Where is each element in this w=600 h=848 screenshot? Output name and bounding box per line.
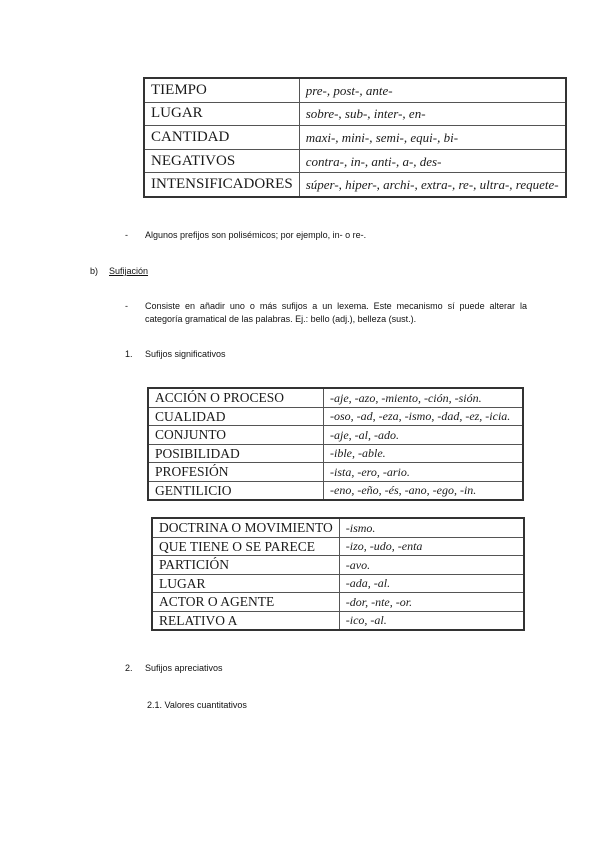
table-cell-category: DOCTRINA O MOVIMIENTO — [152, 518, 339, 537]
bullet-text-line1: Consiste en añadir uno o más sufijos a un lexema. Este mecanismo sí puede alterar la — [145, 301, 527, 311]
table-cell-category: CANTIDAD — [144, 126, 299, 150]
table-cell-category: TIEMPO — [144, 78, 299, 102]
prefix-table — [143, 77, 567, 198]
table-cell-category: ACTOR O AGENTE — [152, 593, 339, 612]
suffix-table-b — [151, 517, 525, 631]
table-cell-category: RELATIVO A — [152, 611, 339, 630]
section-title: Sufijación — [109, 266, 149, 276]
table-row — [152, 574, 524, 593]
table-row — [152, 611, 524, 630]
list-item-heading: Sufijos apreciativos — [145, 663, 223, 673]
table-cell-value: pre-, post-, ante- — [299, 78, 565, 102]
list-number: 1. — [125, 349, 133, 359]
table-row — [148, 388, 523, 407]
table-row — [144, 78, 566, 102]
table-cell-category: PROFESIÓN — [148, 463, 324, 482]
table-row — [148, 407, 523, 426]
table-cell-category: CONJUNTO — [148, 426, 324, 445]
table-row — [148, 463, 523, 482]
bullet-marker: - — [125, 301, 128, 311]
section-marker: b) — [90, 266, 99, 276]
table-cell-category: LUGAR — [144, 102, 299, 126]
bullet-text: Algunos prefijos son polisémicos; por ejemplo, in- o re-. — [145, 230, 367, 240]
table-cell-value: -avo. — [339, 556, 524, 575]
subsection-heading: 2.1. Valores cuantitativos — [147, 700, 247, 710]
table-cell-value: súper-, hiper-, archi-, extra-, re-, ultra-, requete- — [299, 173, 565, 197]
table-row — [152, 556, 524, 575]
table-cell-value: -aje, -azo, -miento, -ción, -sión. — [324, 388, 524, 407]
table-cell-category: LUGAR — [152, 574, 339, 593]
table-cell-category: GENTILICIO — [148, 481, 324, 500]
table-cell-category: POSIBILIDAD — [148, 444, 324, 463]
table-cell-value: -ismo. — [339, 518, 524, 537]
table-row — [144, 126, 566, 150]
table-row — [148, 481, 523, 500]
table-cell-value: -dor, -nte, -or. — [339, 593, 524, 612]
table-cell-value: sobre-, sub-, inter-, en- — [299, 102, 565, 126]
table-cell-value: -eno, -eño, -és, -ano, -ego, -in. — [324, 481, 524, 500]
table-cell-category: CUALIDAD — [148, 407, 324, 426]
table-row — [148, 426, 523, 445]
table-row — [152, 537, 524, 556]
table-cell-value: -izo, -udo, -enta — [339, 537, 524, 556]
suffix-table-a — [147, 387, 524, 501]
table-row — [152, 518, 524, 537]
table-cell-value: -ico, -al. — [339, 611, 524, 630]
table-row — [148, 444, 523, 463]
table-cell-value: -oso, -ad, -eza, -ismo, -dad, -ez, -icia. — [324, 407, 524, 426]
table-cell-category: QUE TIENE O SE PARECE — [152, 537, 339, 556]
list-number: 2. — [125, 663, 133, 673]
table-row — [144, 149, 566, 173]
bullet-text-line2: categoría gramatical de las palabras. Ej.: bello (adj.), belleza (sust.). — [145, 314, 417, 324]
table-cell-value: maxi-, mini-, semi-, equi-, bi- — [299, 126, 565, 150]
table-cell-value: contra-, in-, anti-, a-, des- — [299, 149, 565, 173]
table-cell-value: -ista, -ero, -ario. — [324, 463, 524, 482]
table-cell-value: -ible, -able. — [324, 444, 524, 463]
table-cell-category: INTENSIFICADORES — [144, 173, 299, 197]
bullet-marker: - — [125, 230, 128, 240]
table-row — [144, 173, 566, 197]
table-cell-category: PARTICIÓN — [152, 556, 339, 575]
table-cell-value: -aje, -al, -ado. — [324, 426, 524, 445]
table-cell-category: NEGATIVOS — [144, 149, 299, 173]
table-row — [144, 102, 566, 126]
table-cell-category: ACCIÓN O PROCESO — [148, 388, 324, 407]
list-item-heading: Sufijos significativos — [145, 349, 226, 359]
table-row — [152, 593, 524, 612]
table-cell-value: -ada, -al. — [339, 574, 524, 593]
